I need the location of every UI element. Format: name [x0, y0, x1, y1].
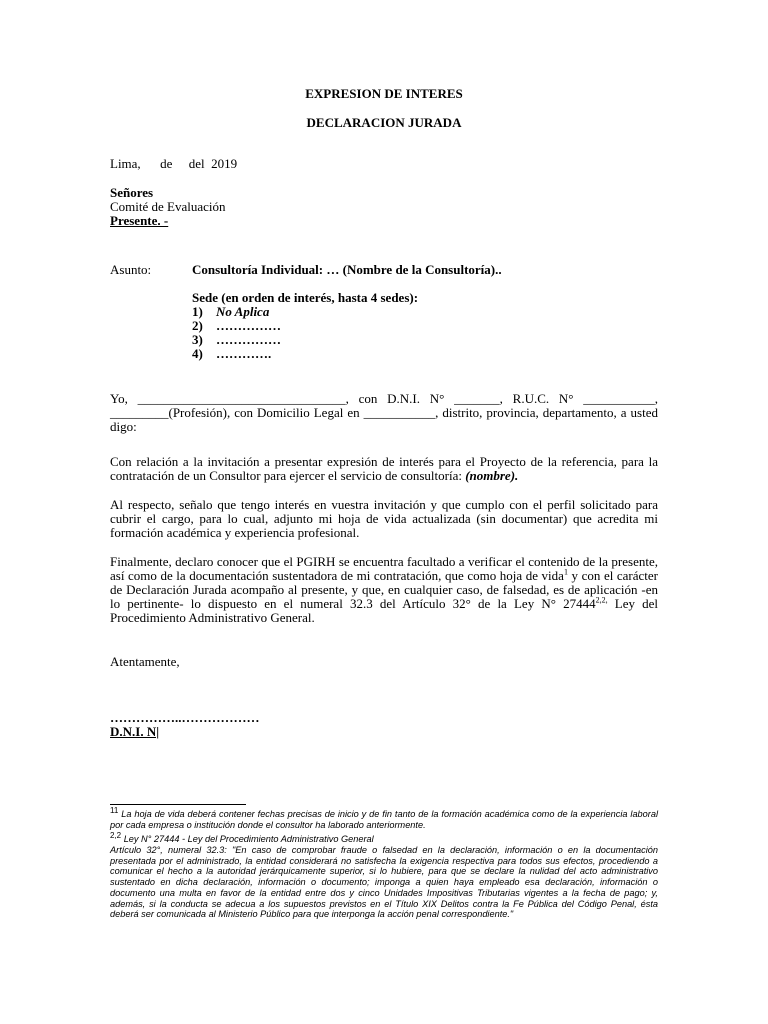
paragraph-invitation: [110, 455, 658, 483]
footnote-ref-1[interactable]: 1: [563, 567, 568, 577]
footnote-2: [110, 830, 658, 845]
paragraph-identity: Yo, ________________________________, con D.N.I. N° _______, R.U.C. N° ___________, _________(Profesión), con Domicilio Legal en ___________, distrito, provincia, departamento, a usted digo:: [110, 391, 658, 434]
date-line: Lima, de del 2019: [110, 156, 238, 171]
recipient-committee: Comité de Evaluación: [110, 199, 226, 214]
footnote-separator: [110, 804, 246, 805]
footnote-ref-2[interactable]: 2,2,: [595, 595, 608, 605]
subject-value: Consultoría Individual: … (Nombre de la Consultoría)..: [192, 262, 502, 277]
sede-item-number: 2): [192, 318, 203, 333]
signature-line: ……………..………………: [110, 710, 260, 725]
footnote-1: [110, 805, 658, 830]
final-text-a: Finalmente, declaro conocer que el PGIRH se encuentra facultado a verificar el contenido de la presente, así como de la documentación sustentadora de mi contratación, que como hoja de vida: [110, 554, 658, 583]
sede-heading: Sede (en orden de interés, hasta 4 sedes):: [192, 290, 419, 305]
subject-label: Asunto:: [110, 262, 152, 277]
sede-item-text: ………….: [216, 346, 272, 361]
sede-item: [192, 305, 269, 319]
footnote-1-text: La hoja de vida deberá contener fechas precisas de inicio y de fin tanto de la formación académica como de la experiencia laboral por cada empresa o institución donde el consultor ha laborado anteriormente.: [110, 809, 658, 830]
footnote-1-number: 11: [110, 805, 119, 815]
sede-item-number: 3): [192, 332, 203, 347]
sede-item-number: 1): [192, 304, 203, 319]
sede-item-text: ……………: [216, 332, 281, 347]
sede-item: [192, 319, 281, 333]
sede-item-text: No Aplica: [216, 304, 270, 319]
footnote-2-title: Ley N° 27444 - Ley del Procedimiento Administrativo General: [123, 834, 374, 844]
signature-dni: D.N.I. N|: [110, 724, 160, 739]
closing: Atentamente,: [110, 654, 180, 669]
header-subtitle: DECLARACION JURADA: [306, 115, 462, 130]
header-title: EXPRESION DE INTERES: [305, 86, 463, 101]
sede-item-number: 4): [192, 346, 203, 361]
recipient-presente: Presente. -: [110, 213, 169, 228]
final-text-c: Ley del Procedimiento Administrativo General.: [110, 596, 658, 625]
invitation-text: Con relación a la invitación a presentar expresión de interés para el Proyecto de la referencia, para la contratación de un Consultor para ejercer el servicio de consultoría:: [110, 454, 658, 483]
footnote-2-quote: Artículo 32°, numeral 32.3: "En caso de comprobar fraude o falsedad en la declaración, información o en la documentación presentada por el administrado, la entidad considerará no satisfecha la exigencia respectiva para todos sus efectos, procediendo a comunicar el hecho a la autoridad jerárquicamente superior, si lo hubiere, para que se declare la nulidad del acto administrativo sustentado en dicha declaración, información o documento; imponga a quien haya empleado esa declaración, información o documento una multa en favor de la entidad entre dos y cinco Unidades Impositivas Tributarias vigentes a la fecha de pago; y, además, si la conducta se adecua a los supuestos previstos en el Título XIX Delitos contra la Fe Pública del Código Penal, ésta deberá ser comunicada al Ministerio Público para que interponga la acción penal correspondiente.": [110, 845, 658, 920]
paragraph-interest: Al respecto, señalo que tengo interés en vuestra invitación y que cumplo con el perfil solicitado para cubrir el cargo, para lo cual, adjunto mi hoja de vida actualizada (sin documentar) que acredita mi formación académica y experiencia profesional.: [110, 497, 658, 540]
final-text-b: y con el carácter de Declaración Jurada acompaño al presente, y que, en cualquier caso, de falsedad, es de aplicación -en lo pertinente- lo dispuesto en el numeral 32.3 del Artículo 32° de la Ley N° 27444: [110, 568, 659, 611]
paragraph-final: [110, 555, 658, 625]
recipient-salutation: Señores: [110, 185, 154, 200]
sede-item: [192, 347, 271, 361]
sede-item: [192, 333, 281, 347]
invitation-nombre: (nombre).: [465, 468, 519, 483]
sede-item-text: ……………: [216, 318, 281, 333]
footnote-2-number: 2,2: [110, 830, 122, 840]
